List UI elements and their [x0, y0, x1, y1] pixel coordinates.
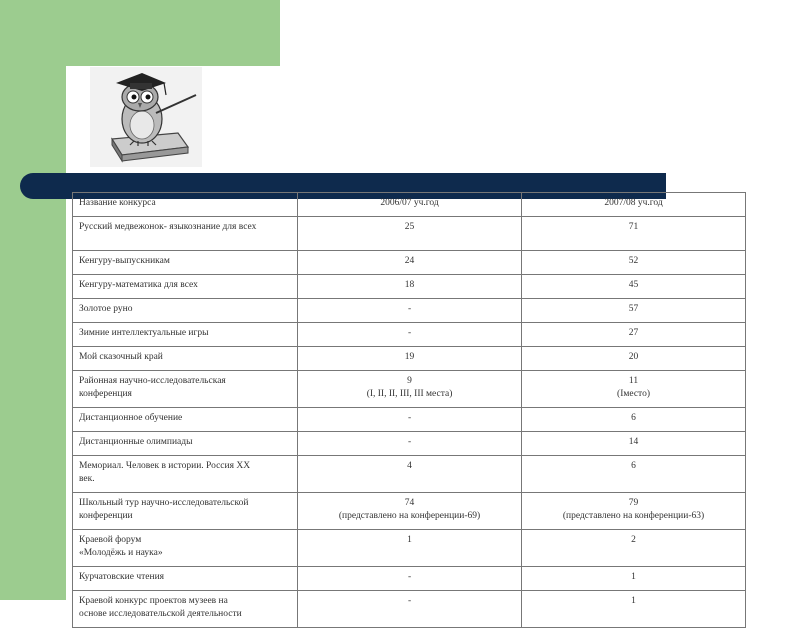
cell-text-line: 1: [631, 596, 636, 606]
cell-text-line: 27: [628, 328, 639, 338]
year-2006-07-cell: [298, 323, 522, 347]
cell-text-line: Краевой конкурс проектов музеев на: [79, 596, 228, 606]
cell-text-line: Зимние интеллектуальные игры: [79, 328, 209, 338]
table-row: [73, 347, 746, 371]
competition-name-cell: [73, 408, 298, 432]
cell-text-line: 79: [628, 498, 639, 508]
header-competition: Название конкурса: [73, 193, 298, 217]
year-2006-07-cell: [298, 591, 522, 628]
year-2007-08-cell: [522, 299, 746, 323]
cell-text-line: -: [407, 328, 412, 338]
year-2007-08-cell: [522, 591, 746, 628]
cell-text-line: 4: [407, 461, 412, 471]
year-2006-07-cell: [298, 217, 522, 251]
green-top-band: [0, 0, 280, 66]
competition-name-cell: [73, 275, 298, 299]
table-row: [73, 530, 746, 567]
year-2007-08-cell: [522, 456, 746, 493]
table-row: [73, 408, 746, 432]
year-2006-07-cell: [298, 432, 522, 456]
year-2006-07-cell: [298, 371, 522, 408]
table-row: [73, 217, 746, 251]
cell-text-line: -: [407, 304, 412, 314]
cell-text-line: 1: [407, 535, 412, 545]
cell-text-line: 6: [631, 461, 636, 471]
cell-text-line: 45: [628, 280, 639, 290]
year-2007-08-cell: [522, 371, 746, 408]
year-2006-07-cell: [298, 275, 522, 299]
cell-text-line: Районная научно-исследовательская: [79, 376, 226, 386]
competition-name-cell: [73, 217, 298, 251]
cell-text-line: 14: [628, 437, 639, 447]
competition-name-cell: [73, 456, 298, 493]
cell-text-line: 71: [628, 222, 639, 232]
cell-text-line: 6: [631, 413, 636, 423]
year-2007-08-cell: [522, 217, 746, 251]
cell-text-line: Школьный тур научно-исследовательской: [79, 498, 249, 508]
competition-name-cell: [73, 591, 298, 628]
cell-text-line: 18: [404, 280, 415, 290]
cell-text-line: конференции: [79, 511, 133, 521]
cell-text-line: Русский медвежонок- языкознание для всех: [79, 222, 257, 232]
cell-text-line: Мой сказочный край: [79, 352, 163, 362]
cell-text-line: 25: [404, 222, 415, 232]
cell-text-line: Краевой форум: [79, 535, 142, 545]
cell-text-line: (Iместо): [617, 389, 650, 399]
cell-text-line: -: [407, 413, 412, 423]
year-2007-08-cell: [522, 275, 746, 299]
year-2006-07-cell: [298, 493, 522, 530]
table-row: [73, 456, 746, 493]
cell-text-line: 57: [628, 304, 639, 314]
year-2007-08-cell: [522, 323, 746, 347]
year-2006-07-cell: [298, 251, 522, 275]
year-2006-07-cell: [298, 347, 522, 371]
competition-name-cell: [73, 530, 298, 567]
cell-text-line: Золотое руно: [79, 304, 133, 314]
cell-text-line: Кенгуру-математика для всех: [79, 280, 198, 290]
table-row: [73, 432, 746, 456]
cell-text-line: конференция: [79, 389, 132, 399]
competition-name-cell: [73, 493, 298, 530]
cell-text-line: век.: [79, 474, 95, 484]
competition-name-cell: [73, 323, 298, 347]
cell-text-line: (представлено на конференции-69): [338, 511, 481, 521]
cell-text-line: Дистанционное обучение: [79, 413, 183, 423]
cell-text-line: Кенгуру-выпускникам: [79, 256, 170, 266]
cell-text-line: 20: [628, 352, 639, 362]
cell-text-line: Мемориал. Человек в истории. Россия XX: [79, 461, 251, 471]
competition-name-cell: [73, 347, 298, 371]
cell-text-line: Курчатовские чтения: [79, 572, 165, 582]
table-row: [73, 299, 746, 323]
year-2006-07-cell: [298, 456, 522, 493]
header-year-2007-08: 2007/08 уч.год: [522, 193, 746, 217]
table-row: [73, 371, 746, 408]
header-year-2006-07: 2006/07 уч.год: [298, 193, 522, 217]
table-row: [73, 493, 746, 530]
year-2006-07-cell: [298, 299, 522, 323]
year-2007-08-cell: [522, 432, 746, 456]
cell-text-line: 2: [631, 535, 636, 545]
competition-name-cell: [73, 251, 298, 275]
green-side-band: [0, 0, 66, 600]
cell-text-line: основе исследовательской деятельности: [79, 609, 242, 619]
cell-text-line: 19: [404, 352, 415, 362]
cell-text-line: 9: [407, 376, 412, 386]
table-header-row: [73, 193, 746, 217]
competition-table: [72, 192, 746, 628]
cell-text-line: 74: [404, 498, 415, 508]
year-2007-08-cell: [522, 567, 746, 591]
table-row: [73, 591, 746, 628]
competition-name-cell: [73, 567, 298, 591]
year-2007-08-cell: [522, 347, 746, 371]
table-row: [73, 251, 746, 275]
competition-name-cell: [73, 371, 298, 408]
year-2007-08-cell: [522, 408, 746, 432]
cell-text-line: -: [407, 572, 412, 582]
year-2007-08-cell: [522, 530, 746, 567]
owl-scholar-icon: [90, 67, 202, 167]
cell-text-line: 24: [404, 256, 415, 266]
table-row: [73, 323, 746, 347]
table-row: [73, 275, 746, 299]
competition-name-cell: [73, 432, 298, 456]
year-2006-07-cell: [298, 408, 522, 432]
year-2007-08-cell: [522, 251, 746, 275]
cell-text-line: (I, II, II, III, III места): [366, 389, 453, 399]
year-2006-07-cell: [298, 567, 522, 591]
cell-text-line: -: [407, 596, 412, 606]
cell-text-line: 1: [631, 572, 636, 582]
cell-text-line: «Молодёжь и наука»: [79, 548, 163, 558]
cell-text-line: 11: [628, 376, 639, 386]
year-2006-07-cell: [298, 530, 522, 567]
year-2007-08-cell: [522, 493, 746, 530]
table-row: [73, 567, 746, 591]
competition-name-cell: [73, 299, 298, 323]
cell-text-line: (представлено на конференции-63): [562, 511, 705, 521]
cell-text-line: 52: [628, 256, 639, 266]
cell-text-line: Дистанционные олимпиады: [79, 437, 193, 447]
cell-text-line: -: [407, 437, 412, 447]
